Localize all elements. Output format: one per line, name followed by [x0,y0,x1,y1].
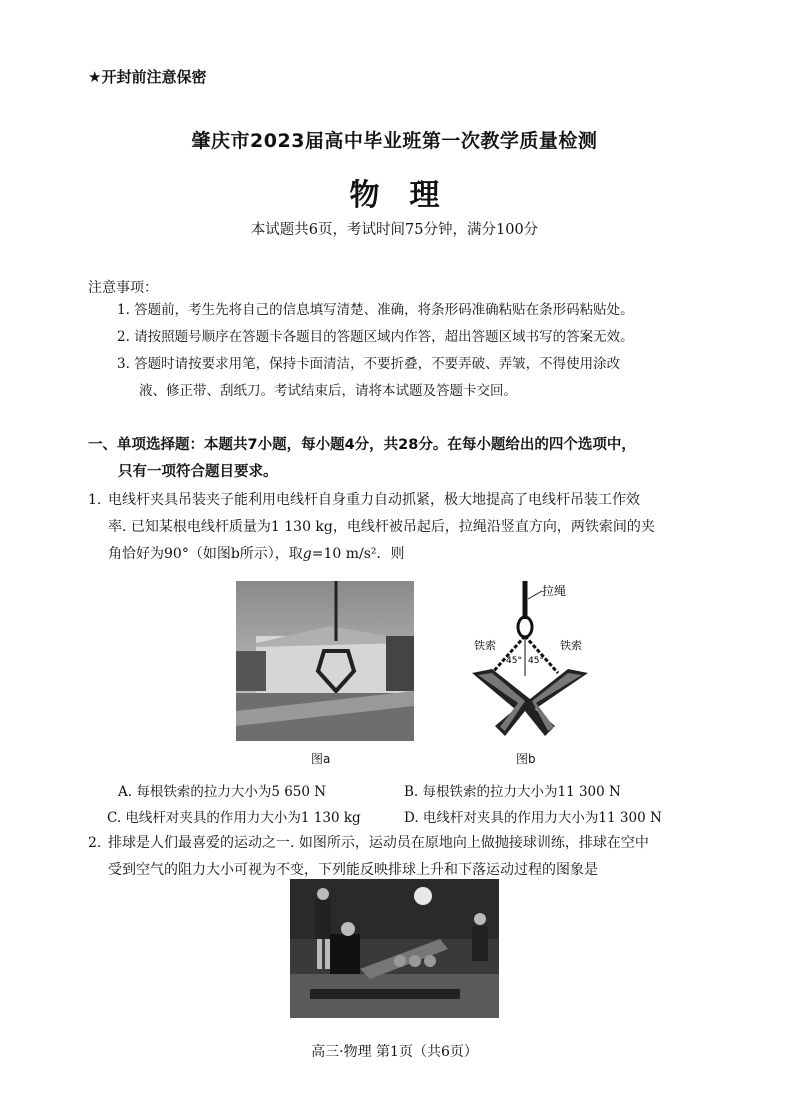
question-number: 1. [88,492,102,508]
question-line: 电线杆夹具吊装夹子能利用电线杆自身重力自动抓紧，极大地提高了电线杆吊装工作效 [108,492,640,508]
section-heading [88,432,728,486]
subject-title: 物理 [349,178,470,213]
page-footer: 高三·物理 第1页（共6页） [311,1044,478,1060]
rope-label: 拉绳 [542,584,567,598]
variable-g: g [302,546,312,562]
angle-label-right: 45° [528,656,544,666]
confidential-notice: ★开封前注意保密 [88,68,207,86]
exam-title: 肇庆市2023届高中毕业班第一次教学质量检测 [191,130,598,152]
note-item-continuation: 液、修正带、刮纸刀。考试结束后，请将本试题及答题卡交回。 [139,383,517,399]
chain-label-left: 铁索 [474,639,496,652]
section-heading-line1: 一、单项选择题：本题共7小题，每小题4分，共28分。在每小题给出的四个选项中， [88,437,636,453]
figure-b-caption: 图b [516,752,536,766]
option-c: C. 电线杆对夹具的作用力大小为1 130 kg [107,810,361,826]
chain-label-right: 铁索 [560,639,582,652]
angle-label-left: 45° [506,656,522,666]
note-item-line: 3. 答题时请按要求用笔，保持卡面清洁，不要折叠，不要弄破、弄皱，不得使用涂改 [117,356,621,372]
note-item: 1. 答题前，考生先将自己的信息填写清楚、准确，将条形码准确粘贴在条形码粘贴处。 [117,302,634,318]
notes-heading: 注意事项： [88,280,158,296]
figure-b-diagram [470,581,596,741]
figure-a-caption: 图a [311,752,331,766]
option-d: D. 电线杆对夹具的作用力大小为11 300 N [404,810,662,826]
figure-a-photo [236,581,414,741]
exam-info: 本试题共6页，考试时间75分钟，满分100分 [250,222,539,238]
question-number: 2. [88,835,102,851]
note-item [117,351,717,405]
question-line: 率. 已知某根电线杆质量为1 130 kg，电线杆被吊起后，拉绳沿竖直方向，两铁索间的夹 [108,519,655,535]
note-item: 2. 请按照题号顺序在答题卡各题目的答题区域内作答，超出答题区域书写的答案无效。 [117,329,634,345]
question-line: 受到空气的阻力大小可视为不变，下列能反映排球上升和下落运动过程的图象是 [108,862,598,878]
question-2 [88,830,720,884]
option-a: A. 每根铁索的拉力大小为5 650 N [118,784,327,800]
question-1 [88,487,720,568]
question-line: 角恰好为90°（如图b所示），取g=10 m/s²．则 [108,546,405,562]
section-heading-line2: 只有一项符合题目要求。 [118,464,278,480]
option-b: B. 每根铁索的拉力大小为11 300 N [404,784,621,800]
volleyball-training-photo [290,879,499,1018]
question-line: 排球是人们最喜爱的运动之一. 如图所示，运动员在原地向上做抛接球训练，排球在空中 [108,835,649,851]
